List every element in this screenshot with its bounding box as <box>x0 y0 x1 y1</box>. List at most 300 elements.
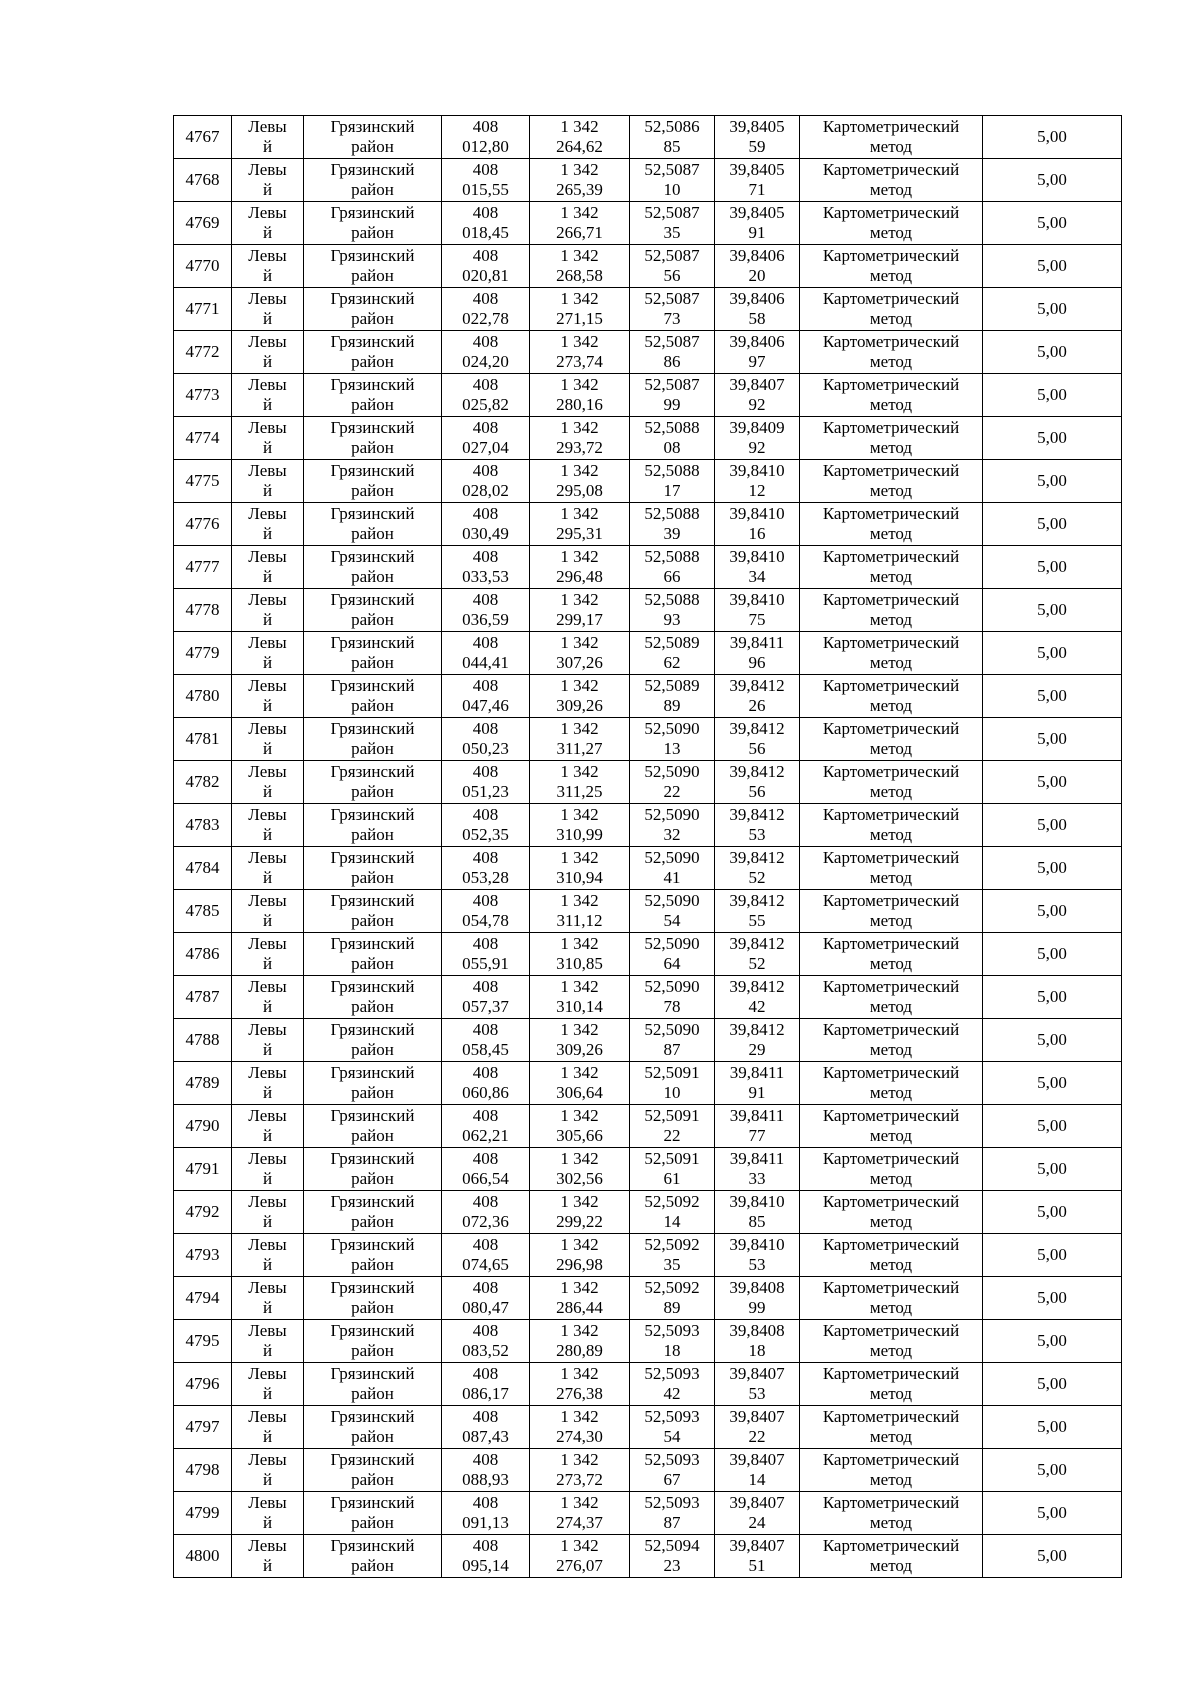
district-cell: Грязинский район <box>304 847 442 890</box>
coord-y-cell: 1 342 280,16 <box>530 374 630 417</box>
coord-x-cell: 408 036,59 <box>442 589 530 632</box>
coord-y-cell: 1 342 268,58 <box>530 245 630 288</box>
latitude-cell: 52,5090 87 <box>630 1019 715 1062</box>
table-row <box>174 1062 1122 1105</box>
latitude-cell: 52,5087 86 <box>630 331 715 374</box>
coord-x-cell: 408 051,23 <box>442 761 530 804</box>
longitude-cell: 39,8412 26 <box>715 675 800 718</box>
side-cell: Левы й <box>232 417 304 460</box>
longitude-cell: 39,8407 53 <box>715 1363 800 1406</box>
method-cell: Картометрический метод <box>800 1449 983 1492</box>
point-number-cell: 4778 <box>174 589 232 632</box>
longitude-cell: 39,8412 29 <box>715 1019 800 1062</box>
method-cell: Картометрический метод <box>800 1406 983 1449</box>
coord-x-cell: 408 060,86 <box>442 1062 530 1105</box>
longitude-cell: 39,8407 22 <box>715 1406 800 1449</box>
coord-y-cell: 1 342 299,17 <box>530 589 630 632</box>
side-cell: Левы й <box>232 1062 304 1105</box>
side-cell: Левы й <box>232 1492 304 1535</box>
accuracy-cell: 5,00 <box>983 417 1122 460</box>
coord-x-cell: 408 074,65 <box>442 1234 530 1277</box>
table-row <box>174 933 1122 976</box>
coord-x-cell: 408 062,21 <box>442 1105 530 1148</box>
accuracy-cell: 5,00 <box>983 847 1122 890</box>
coord-y-cell: 1 342 266,71 <box>530 202 630 245</box>
coord-x-cell: 408 022,78 <box>442 288 530 331</box>
coord-y-cell: 1 342 302,56 <box>530 1148 630 1191</box>
district-cell: Грязинский район <box>304 202 442 245</box>
method-cell: Картометрический метод <box>800 116 983 159</box>
side-cell: Левы й <box>232 1406 304 1449</box>
coord-y-cell: 1 342 264,62 <box>530 116 630 159</box>
district-cell: Грязинский район <box>304 761 442 804</box>
accuracy-cell: 5,00 <box>983 1234 1122 1277</box>
point-number-cell: 4767 <box>174 116 232 159</box>
district-cell: Грязинский район <box>304 546 442 589</box>
coord-y-cell: 1 342 295,08 <box>530 460 630 503</box>
side-cell: Левы й <box>232 976 304 1019</box>
table-row <box>174 460 1122 503</box>
longitude-cell: 39,8405 71 <box>715 159 800 202</box>
longitude-cell: 39,8410 16 <box>715 503 800 546</box>
point-number-cell: 4792 <box>174 1191 232 1234</box>
latitude-cell: 52,5090 22 <box>630 761 715 804</box>
coord-y-cell: 1 342 273,74 <box>530 331 630 374</box>
point-number-cell: 4774 <box>174 417 232 460</box>
method-cell: Картометрический метод <box>800 675 983 718</box>
method-cell: Картометрический метод <box>800 546 983 589</box>
table-row <box>174 374 1122 417</box>
latitude-cell: 52,5093 54 <box>630 1406 715 1449</box>
side-cell: Левы й <box>232 1105 304 1148</box>
side-cell: Левы й <box>232 1019 304 1062</box>
accuracy-cell: 5,00 <box>983 374 1122 417</box>
longitude-cell: 39,8410 34 <box>715 546 800 589</box>
table-row <box>174 589 1122 632</box>
table-row <box>174 718 1122 761</box>
accuracy-cell: 5,00 <box>983 1492 1122 1535</box>
coord-y-cell: 1 342 307,26 <box>530 632 630 675</box>
table-row <box>174 847 1122 890</box>
method-cell: Картометрический метод <box>800 159 983 202</box>
district-cell: Грязинский район <box>304 1535 442 1578</box>
latitude-cell: 52,5092 35 <box>630 1234 715 1277</box>
method-cell: Картометрический метод <box>800 1105 983 1148</box>
coord-y-cell: 1 342 295,31 <box>530 503 630 546</box>
latitude-cell: 52,5087 73 <box>630 288 715 331</box>
side-cell: Левы й <box>232 1449 304 1492</box>
coord-x-cell: 408 012,80 <box>442 116 530 159</box>
coord-y-cell: 1 342 280,89 <box>530 1320 630 1363</box>
coord-y-cell: 1 342 274,30 <box>530 1406 630 1449</box>
point-number-cell: 4773 <box>174 374 232 417</box>
district-cell: Грязинский район <box>304 589 442 632</box>
coord-x-cell: 408 025,82 <box>442 374 530 417</box>
latitude-cell: 52,5092 89 <box>630 1277 715 1320</box>
table-row <box>174 1191 1122 1234</box>
district-cell: Грязинский район <box>304 1320 442 1363</box>
table-row <box>174 202 1122 245</box>
coord-y-cell: 1 342 265,39 <box>530 159 630 202</box>
coord-y-cell: 1 342 309,26 <box>530 675 630 718</box>
coord-y-cell: 1 342 273,72 <box>530 1449 630 1492</box>
coord-x-cell: 408 086,17 <box>442 1363 530 1406</box>
coord-y-cell: 1 342 276,38 <box>530 1363 630 1406</box>
accuracy-cell: 5,00 <box>983 159 1122 202</box>
method-cell: Картометрический метод <box>800 589 983 632</box>
table-row <box>174 245 1122 288</box>
district-cell: Грязинский район <box>304 632 442 675</box>
point-number-cell: 4786 <box>174 933 232 976</box>
side-cell: Левы й <box>232 288 304 331</box>
district-cell: Грязинский район <box>304 245 442 288</box>
longitude-cell: 39,8409 92 <box>715 417 800 460</box>
accuracy-cell: 5,00 <box>983 1019 1122 1062</box>
coord-x-cell: 408 057,37 <box>442 976 530 1019</box>
method-cell: Картометрический метод <box>800 1535 983 1578</box>
longitude-cell: 39,8407 51 <box>715 1535 800 1578</box>
method-cell: Картометрический метод <box>800 933 983 976</box>
longitude-cell: 39,8407 24 <box>715 1492 800 1535</box>
table-row <box>174 675 1122 718</box>
coord-y-cell: 1 342 296,98 <box>530 1234 630 1277</box>
district-cell: Грязинский район <box>304 804 442 847</box>
district-cell: Грязинский район <box>304 976 442 1019</box>
coord-x-cell: 408 058,45 <box>442 1019 530 1062</box>
accuracy-cell: 5,00 <box>983 1191 1122 1234</box>
method-cell: Картометрический метод <box>800 632 983 675</box>
longitude-cell: 39,8410 53 <box>715 1234 800 1277</box>
accuracy-cell: 5,00 <box>983 1406 1122 1449</box>
accuracy-cell: 5,00 <box>983 331 1122 374</box>
longitude-cell: 39,8411 33 <box>715 1148 800 1191</box>
side-cell: Левы й <box>232 546 304 589</box>
latitude-cell: 52,5090 78 <box>630 976 715 1019</box>
longitude-cell: 39,8412 56 <box>715 761 800 804</box>
table-row <box>174 890 1122 933</box>
point-number-cell: 4776 <box>174 503 232 546</box>
method-cell: Картометрический метод <box>800 1234 983 1277</box>
latitude-cell: 52,5093 67 <box>630 1449 715 1492</box>
coord-x-cell: 408 054,78 <box>442 890 530 933</box>
longitude-cell: 39,8410 12 <box>715 460 800 503</box>
coord-y-cell: 1 342 299,22 <box>530 1191 630 1234</box>
point-number-cell: 4768 <box>174 159 232 202</box>
side-cell: Левы й <box>232 159 304 202</box>
point-number-cell: 4793 <box>174 1234 232 1277</box>
side-cell: Левы й <box>232 374 304 417</box>
coord-x-cell: 408 027,04 <box>442 417 530 460</box>
coord-x-cell: 408 055,91 <box>442 933 530 976</box>
district-cell: Грязинский район <box>304 1492 442 1535</box>
district-cell: Грязинский район <box>304 116 442 159</box>
table-row <box>174 1277 1122 1320</box>
coord-x-cell: 408 080,47 <box>442 1277 530 1320</box>
latitude-cell: 52,5090 41 <box>630 847 715 890</box>
latitude-cell: 52,5088 93 <box>630 589 715 632</box>
table-row <box>174 1406 1122 1449</box>
district-cell: Грязинский район <box>304 1234 442 1277</box>
longitude-cell: 39,8406 58 <box>715 288 800 331</box>
method-cell: Картометрический метод <box>800 1019 983 1062</box>
latitude-cell: 52,5092 14 <box>630 1191 715 1234</box>
accuracy-cell: 5,00 <box>983 976 1122 1019</box>
district-cell: Грязинский район <box>304 417 442 460</box>
coord-y-cell: 1 342 310,85 <box>530 933 630 976</box>
point-number-cell: 4784 <box>174 847 232 890</box>
accuracy-cell: 5,00 <box>983 1105 1122 1148</box>
district-cell: Грязинский район <box>304 1019 442 1062</box>
longitude-cell: 39,8406 97 <box>715 331 800 374</box>
coord-x-cell: 408 020,81 <box>442 245 530 288</box>
district-cell: Грязинский район <box>304 331 442 374</box>
accuracy-cell: 5,00 <box>983 675 1122 718</box>
accuracy-cell: 5,00 <box>983 1449 1122 1492</box>
coord-x-cell: 408 033,53 <box>442 546 530 589</box>
district-cell: Грязинский район <box>304 1148 442 1191</box>
method-cell: Картометрический метод <box>800 503 983 546</box>
accuracy-cell: 5,00 <box>983 503 1122 546</box>
side-cell: Левы й <box>232 589 304 632</box>
method-cell: Картометрический метод <box>800 847 983 890</box>
accuracy-cell: 5,00 <box>983 1363 1122 1406</box>
longitude-cell: 39,8406 20 <box>715 245 800 288</box>
point-number-cell: 4775 <box>174 460 232 503</box>
point-number-cell: 4781 <box>174 718 232 761</box>
longitude-cell: 39,8411 77 <box>715 1105 800 1148</box>
side-cell: Левы й <box>232 1320 304 1363</box>
district-cell: Грязинский район <box>304 1105 442 1148</box>
method-cell: Картометрический метод <box>800 417 983 460</box>
accuracy-cell: 5,00 <box>983 1148 1122 1191</box>
coord-x-cell: 408 072,36 <box>442 1191 530 1234</box>
accuracy-cell: 5,00 <box>983 245 1122 288</box>
latitude-cell: 52,5088 66 <box>630 546 715 589</box>
table-row <box>174 159 1122 202</box>
point-number-cell: 4779 <box>174 632 232 675</box>
table-row <box>174 1449 1122 1492</box>
table-row <box>174 1105 1122 1148</box>
table-row <box>174 1363 1122 1406</box>
district-cell: Грязинский район <box>304 890 442 933</box>
side-cell: Левы й <box>232 718 304 761</box>
point-number-cell: 4788 <box>174 1019 232 1062</box>
side-cell: Левы й <box>232 847 304 890</box>
point-number-cell: 4785 <box>174 890 232 933</box>
point-number-cell: 4798 <box>174 1449 232 1492</box>
table-row <box>174 976 1122 1019</box>
method-cell: Картометрический метод <box>800 761 983 804</box>
longitude-cell: 39,8405 59 <box>715 116 800 159</box>
coord-y-cell: 1 342 310,99 <box>530 804 630 847</box>
side-cell: Левы й <box>232 933 304 976</box>
accuracy-cell: 5,00 <box>983 1535 1122 1578</box>
table-row <box>174 804 1122 847</box>
point-number-cell: 4795 <box>174 1320 232 1363</box>
side-cell: Левы й <box>232 890 304 933</box>
district-cell: Грязинский район <box>304 1449 442 1492</box>
district-cell: Грязинский район <box>304 718 442 761</box>
longitude-cell: 39,8407 92 <box>715 374 800 417</box>
side-cell: Левы й <box>232 1191 304 1234</box>
side-cell: Левы й <box>232 632 304 675</box>
latitude-cell: 52,5091 10 <box>630 1062 715 1105</box>
side-cell: Левы й <box>232 116 304 159</box>
point-number-cell: 4794 <box>174 1277 232 1320</box>
table-row <box>174 546 1122 589</box>
accuracy-cell: 5,00 <box>983 202 1122 245</box>
point-number-cell: 4790 <box>174 1105 232 1148</box>
accuracy-cell: 5,00 <box>983 288 1122 331</box>
point-number-cell: 4772 <box>174 331 232 374</box>
coord-x-cell: 408 053,28 <box>442 847 530 890</box>
coordinates-table <box>173 115 1122 1578</box>
coord-y-cell: 1 342 310,14 <box>530 976 630 1019</box>
district-cell: Грязинский район <box>304 1406 442 1449</box>
side-cell: Левы й <box>232 1277 304 1320</box>
accuracy-cell: 5,00 <box>983 804 1122 847</box>
point-number-cell: 4769 <box>174 202 232 245</box>
side-cell: Левы й <box>232 503 304 546</box>
table-row <box>174 331 1122 374</box>
table-row <box>174 1492 1122 1535</box>
district-cell: Грязинский район <box>304 288 442 331</box>
accuracy-cell: 5,00 <box>983 1320 1122 1363</box>
coord-x-cell: 408 091,13 <box>442 1492 530 1535</box>
longitude-cell: 39,8410 75 <box>715 589 800 632</box>
longitude-cell: 39,8411 91 <box>715 1062 800 1105</box>
method-cell: Картометрический метод <box>800 1277 983 1320</box>
coord-y-cell: 1 342 286,44 <box>530 1277 630 1320</box>
table-row <box>174 288 1122 331</box>
coord-x-cell: 408 052,35 <box>442 804 530 847</box>
point-number-cell: 4770 <box>174 245 232 288</box>
coord-x-cell: 408 015,55 <box>442 159 530 202</box>
table-row <box>174 632 1122 675</box>
side-cell: Левы й <box>232 675 304 718</box>
method-cell: Картометрический метод <box>800 890 983 933</box>
longitude-cell: 39,8412 52 <box>715 933 800 976</box>
latitude-cell: 52,5090 64 <box>630 933 715 976</box>
district-cell: Грязинский район <box>304 675 442 718</box>
table-row <box>174 1535 1122 1578</box>
table-row <box>174 1019 1122 1062</box>
coord-y-cell: 1 342 306,64 <box>530 1062 630 1105</box>
coord-x-cell: 408 047,46 <box>442 675 530 718</box>
latitude-cell: 52,5094 23 <box>630 1535 715 1578</box>
point-number-cell: 4799 <box>174 1492 232 1535</box>
method-cell: Картометрический метод <box>800 288 983 331</box>
side-cell: Левы й <box>232 1234 304 1277</box>
point-number-cell: 4800 <box>174 1535 232 1578</box>
point-number-cell: 4783 <box>174 804 232 847</box>
side-cell: Левы й <box>232 245 304 288</box>
point-number-cell: 4797 <box>174 1406 232 1449</box>
point-number-cell: 4777 <box>174 546 232 589</box>
district-cell: Грязинский район <box>304 503 442 546</box>
point-number-cell: 4791 <box>174 1148 232 1191</box>
coord-x-cell: 408 050,23 <box>442 718 530 761</box>
point-number-cell: 4787 <box>174 976 232 1019</box>
longitude-cell: 39,8408 18 <box>715 1320 800 1363</box>
table-body <box>174 116 1122 1578</box>
accuracy-cell: 5,00 <box>983 718 1122 761</box>
side-cell: Левы й <box>232 331 304 374</box>
coord-y-cell: 1 342 310,94 <box>530 847 630 890</box>
side-cell: Левы й <box>232 202 304 245</box>
latitude-cell: 52,5087 99 <box>630 374 715 417</box>
coord-x-cell: 408 018,45 <box>442 202 530 245</box>
longitude-cell: 39,8405 91 <box>715 202 800 245</box>
accuracy-cell: 5,00 <box>983 589 1122 632</box>
accuracy-cell: 5,00 <box>983 1277 1122 1320</box>
latitude-cell: 52,5093 42 <box>630 1363 715 1406</box>
method-cell: Картометрический метод <box>800 804 983 847</box>
latitude-cell: 52,5088 17 <box>630 460 715 503</box>
coord-y-cell: 1 342 296,48 <box>530 546 630 589</box>
coord-y-cell: 1 342 293,72 <box>530 417 630 460</box>
table-row <box>174 1320 1122 1363</box>
method-cell: Картометрический метод <box>800 1363 983 1406</box>
district-cell: Грязинский район <box>304 1062 442 1105</box>
side-cell: Левы й <box>232 804 304 847</box>
latitude-cell: 52,5088 08 <box>630 417 715 460</box>
latitude-cell: 52,5093 87 <box>630 1492 715 1535</box>
side-cell: Левы й <box>232 761 304 804</box>
point-number-cell: 4771 <box>174 288 232 331</box>
latitude-cell: 52,5093 18 <box>630 1320 715 1363</box>
coord-x-cell: 408 066,54 <box>442 1148 530 1191</box>
coord-y-cell: 1 342 311,25 <box>530 761 630 804</box>
coord-x-cell: 408 044,41 <box>442 632 530 675</box>
table-row <box>174 1148 1122 1191</box>
coord-y-cell: 1 342 311,12 <box>530 890 630 933</box>
coord-x-cell: 408 087,43 <box>442 1406 530 1449</box>
side-cell: Левы й <box>232 1363 304 1406</box>
method-cell: Картометрический метод <box>800 1191 983 1234</box>
latitude-cell: 52,5088 39 <box>630 503 715 546</box>
method-cell: Картометрический метод <box>800 460 983 503</box>
latitude-cell: 52,5089 89 <box>630 675 715 718</box>
coord-x-cell: 408 095,14 <box>442 1535 530 1578</box>
accuracy-cell: 5,00 <box>983 546 1122 589</box>
coord-y-cell: 1 342 305,66 <box>530 1105 630 1148</box>
accuracy-cell: 5,00 <box>983 890 1122 933</box>
district-cell: Грязинский район <box>304 159 442 202</box>
method-cell: Картометрический метод <box>800 331 983 374</box>
longitude-cell: 39,8412 56 <box>715 718 800 761</box>
coord-x-cell: 408 083,52 <box>442 1320 530 1363</box>
point-number-cell: 4782 <box>174 761 232 804</box>
latitude-cell: 52,5090 54 <box>630 890 715 933</box>
method-cell: Картометрический метод <box>800 374 983 417</box>
table-row <box>174 417 1122 460</box>
latitude-cell: 52,5087 35 <box>630 202 715 245</box>
table-row <box>174 503 1122 546</box>
method-cell: Картометрический метод <box>800 718 983 761</box>
method-cell: Картометрический метод <box>800 1492 983 1535</box>
accuracy-cell: 5,00 <box>983 632 1122 675</box>
latitude-cell: 52,5091 61 <box>630 1148 715 1191</box>
method-cell: Картометрический метод <box>800 1148 983 1191</box>
accuracy-cell: 5,00 <box>983 116 1122 159</box>
coord-y-cell: 1 342 311,27 <box>530 718 630 761</box>
accuracy-cell: 5,00 <box>983 761 1122 804</box>
district-cell: Грязинский район <box>304 1277 442 1320</box>
district-cell: Грязинский район <box>304 933 442 976</box>
latitude-cell: 52,5091 22 <box>630 1105 715 1148</box>
method-cell: Картометрический метод <box>800 1062 983 1105</box>
